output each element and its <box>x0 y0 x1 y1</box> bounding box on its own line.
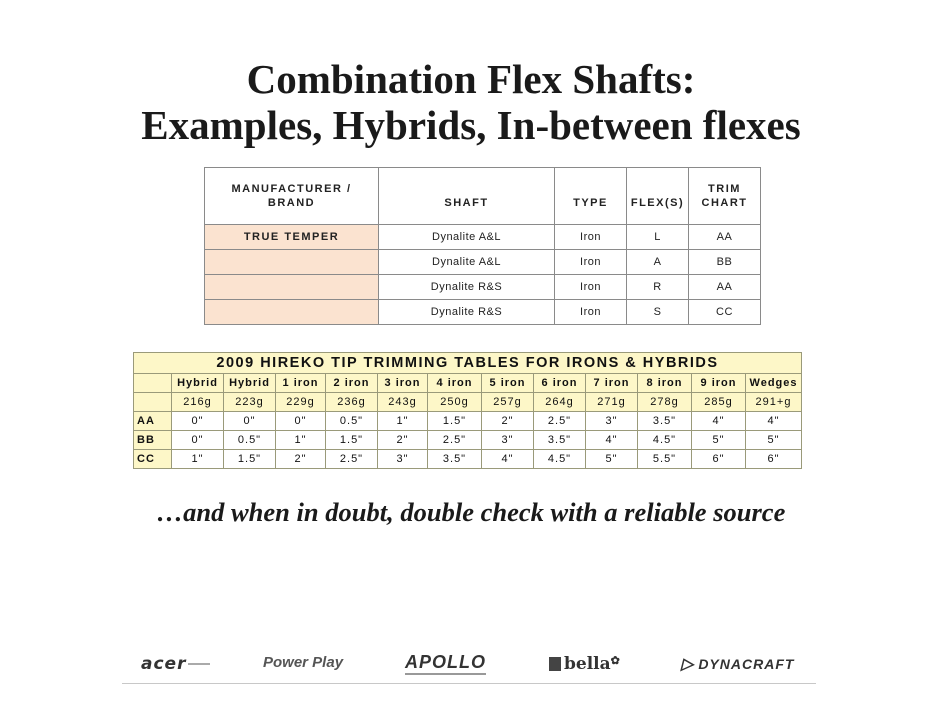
column-header: Wedges <box>746 374 802 393</box>
row-code: BB <box>134 431 172 450</box>
table-row <box>205 275 761 300</box>
column-header: 6 iron <box>534 374 586 393</box>
type-cell: Iron <box>555 250 627 275</box>
trim-value: 4.5" <box>638 431 692 450</box>
trim-value: 3.5" <box>428 450 482 469</box>
weight-cell: 223g <box>224 393 276 412</box>
shaft-table <box>204 167 761 325</box>
trim-value: 6" <box>692 450 746 469</box>
weight-cell: 257g <box>482 393 534 412</box>
tagline: …and when in doubt, double check with a reliable source <box>156 497 786 527</box>
trim-value: 4.5" <box>534 450 586 469</box>
table-row <box>205 300 761 325</box>
column-header: 9 iron <box>692 374 746 393</box>
shaft-cell: Dynalite R&S <box>379 300 555 325</box>
type-cell: Iron <box>555 275 627 300</box>
trim-table-title: 2009 HIREKO TIP TRIMMING TABLES FOR IRONS & HYBRIDS <box>134 353 802 374</box>
trim-value: 2.5" <box>326 450 378 469</box>
acer-logo: acer <box>141 654 210 674</box>
dynacraft-logo: ▷ DYNACRAFT <box>681 656 795 673</box>
header-brand: MANUFACTURER / BRAND <box>205 168 379 225</box>
trim-value: 0" <box>276 412 326 431</box>
trim-value: 3.5" <box>534 431 586 450</box>
table-row <box>134 450 802 469</box>
row-code: CC <box>134 450 172 469</box>
trim-value: 2.5" <box>428 431 482 450</box>
trim-value: 1.5" <box>224 450 276 469</box>
trim-value: 3.5" <box>638 412 692 431</box>
trim-value: 4" <box>746 412 802 431</box>
brand-cell <box>205 300 379 325</box>
brand-cell <box>205 250 379 275</box>
trim-value: 3" <box>378 450 428 469</box>
trim-value: 4" <box>692 412 746 431</box>
trim-value: 2" <box>276 450 326 469</box>
column-header: Hybrid <box>224 374 276 393</box>
footer-divider <box>122 683 816 684</box>
trim-value: 1.5" <box>326 431 378 450</box>
trim-value: 3" <box>482 431 534 450</box>
corner-cell <box>134 374 172 393</box>
trim-value: 5.5" <box>638 450 692 469</box>
type-cell: Iron <box>555 225 627 250</box>
trim-cell: CC <box>689 300 761 325</box>
shaft-cell: Dynalite A&L <box>379 250 555 275</box>
trim-value: 1" <box>276 431 326 450</box>
trim-value: 0.5" <box>326 412 378 431</box>
column-header: Hybrid <box>172 374 224 393</box>
weight-cell: 291+g <box>746 393 802 412</box>
trim-value: 0.5" <box>224 431 276 450</box>
brand-cell: TRUE TEMPER <box>205 225 379 250</box>
trim-value: 4" <box>586 431 638 450</box>
sponsor-logos <box>125 650 815 682</box>
table-row <box>134 412 802 431</box>
trim-value: 1" <box>378 412 428 431</box>
column-header: 5 iron <box>482 374 534 393</box>
trim-value: 5" <box>746 431 802 450</box>
weight-cell: 250g <box>428 393 482 412</box>
brand-cell <box>205 275 379 300</box>
apollo-logo: APOLLO <box>405 652 486 675</box>
shaft-cell: Dynalite A&L <box>379 225 555 250</box>
trim-value: 4" <box>482 450 534 469</box>
trim-value: 2.5" <box>534 412 586 431</box>
weight-cell: 243g <box>378 393 428 412</box>
weight-cell: 278g <box>638 393 692 412</box>
table-row <box>205 225 761 250</box>
trim-cell: AA <box>689 275 761 300</box>
trim-value: 5" <box>692 431 746 450</box>
type-cell: Iron <box>555 300 627 325</box>
slide-title-line-1: Combination Flex Shafts: <box>246 56 696 102</box>
column-header: 2 iron <box>326 374 378 393</box>
power-play-logo: Power Play <box>263 654 344 671</box>
trim-value: 0" <box>172 431 224 450</box>
row-code: AA <box>134 412 172 431</box>
trim-table <box>133 352 802 469</box>
weight-cell: 216g <box>172 393 224 412</box>
weight-cell: 271g <box>586 393 638 412</box>
trim-value: 0" <box>172 412 224 431</box>
flex-cell: S <box>627 300 689 325</box>
column-header: 8 iron <box>638 374 692 393</box>
header-flex: FLEX(S) <box>627 168 689 225</box>
header-trim: TRIM CHART <box>689 168 761 225</box>
trim-table-column-headers <box>134 374 802 393</box>
trim-table-weights <box>134 393 802 412</box>
trim-value: 5" <box>586 450 638 469</box>
table-row <box>205 250 761 275</box>
column-header: 4 iron <box>428 374 482 393</box>
trim-value: 2" <box>378 431 428 450</box>
column-header: 3 iron <box>378 374 428 393</box>
header-type: TYPE <box>555 168 627 225</box>
trim-value: 2" <box>482 412 534 431</box>
trim-value: 1" <box>172 450 224 469</box>
weight-cell: 236g <box>326 393 378 412</box>
shaft-table-header <box>205 168 761 225</box>
column-header: 7 iron <box>586 374 638 393</box>
bella-logo: bella✿ <box>549 654 620 674</box>
flex-cell: R <box>627 275 689 300</box>
flex-cell: L <box>627 225 689 250</box>
trim-value: 1.5" <box>428 412 482 431</box>
trim-value: 3" <box>586 412 638 431</box>
trim-cell: BB <box>689 250 761 275</box>
table-row <box>134 431 802 450</box>
trim-table-title-row <box>134 353 802 374</box>
flex-cell: A <box>627 250 689 275</box>
trim-value: 0" <box>224 412 276 431</box>
column-header: 1 iron <box>276 374 326 393</box>
corner-cell <box>134 393 172 412</box>
slide-title-line-2: Examples, Hybrids, In-between flexes <box>141 102 801 148</box>
shaft-cell: Dynalite R&S <box>379 275 555 300</box>
trim-cell: AA <box>689 225 761 250</box>
weight-cell: 229g <box>276 393 326 412</box>
trim-value: 6" <box>746 450 802 469</box>
weight-cell: 264g <box>534 393 586 412</box>
weight-cell: 285g <box>692 393 746 412</box>
header-shaft: SHAFT <box>379 168 555 225</box>
